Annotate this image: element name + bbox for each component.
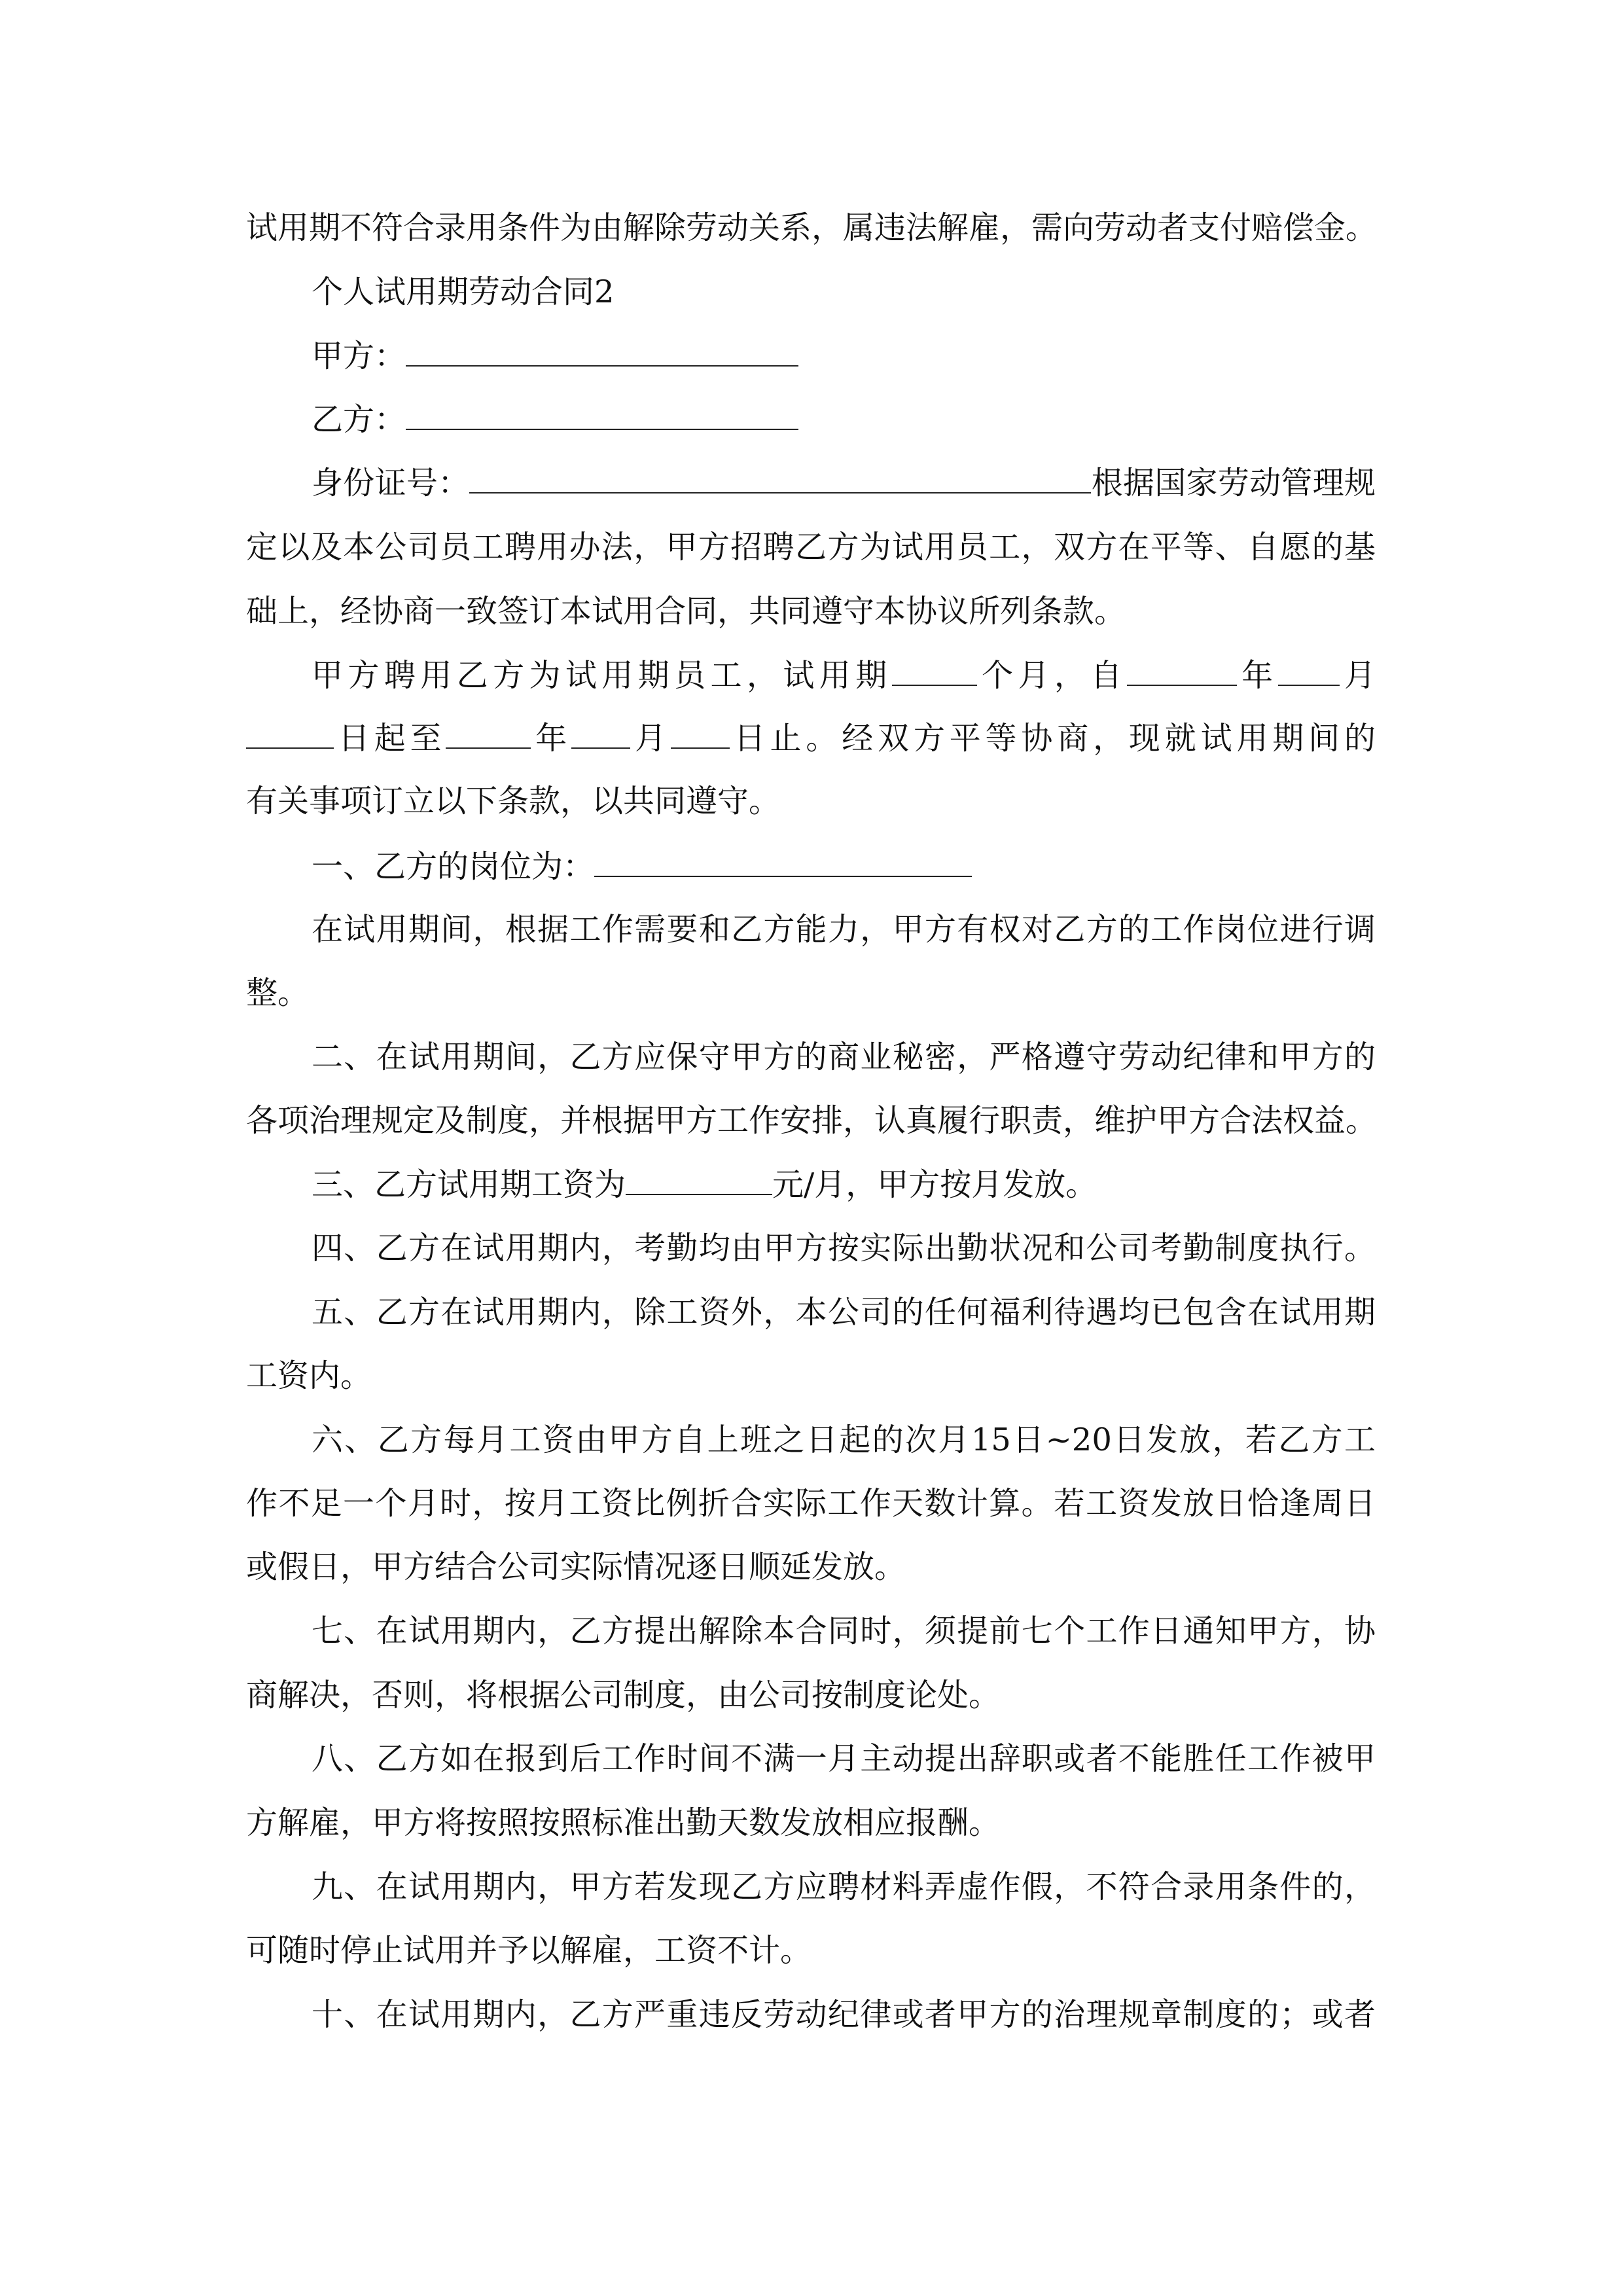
party-a-blank[interactable] [406,336,798,367]
text-line [312,1293,1376,1332]
end-day-blank[interactable] [671,719,730,749]
period-line [312,656,1376,695]
position-line [312,847,1376,886]
text-line [246,1356,1376,1395]
end-year-blank[interactable] [446,719,531,749]
position-label: 一、乙方的岗位为： [312,848,595,885]
text: 作不足一个月时，按月工资比例折合实际工作天数计算。若工资发放日恰逢周日 [246,1485,1376,1522]
text-line [312,1739,1376,1778]
text: 各项治理规定及制度，并根据甲方工作安排，认真履行职责，维护甲方合法权益。 [246,1102,1378,1139]
text: 四、乙方在试用期内，考勤均由甲方按实际出勤状况和公司考勤制度执行。 [312,1230,1376,1266]
text: 八、乙方如在报到后工作时间不满一月主动提出辞职或者不能胜任工作被甲 [312,1740,1376,1777]
text: 月 [1339,657,1376,694]
period-line-2 [246,719,1376,758]
text: 月 [630,720,671,757]
text-line [246,1931,1376,1970]
text: 在试用期间，根据工作需要和乙方能力，甲方有权对乙方的工作岗位进行调 [312,911,1376,948]
text: 日起至 [334,720,446,757]
text: 方解雇，甲方将按照按照标准出勤天数发放相应报酬。 [246,1804,1001,1841]
salary-blank[interactable] [626,1165,772,1195]
text: 商解决，否则，将根据公司制度，由公司按制度论处。 [246,1677,1001,1713]
text: 个月，自 [976,657,1127,694]
text-line [246,208,1376,247]
party-a-label: 甲方： [312,338,406,374]
text: 六、乙方每月工资由甲方自上班之日起的次月15日~20日发放，若乙方工 [312,1422,1376,1458]
text-line [312,910,1376,949]
text-line [246,781,1376,821]
text: 或假日，甲方结合公司实际情况逐日顺延发放。 [246,1549,906,1585]
id-number-label: 身份证号： [312,465,470,501]
text: 十、在试用期内，乙方严重违反劳动纪律或者甲方的治理规章制度的；或者 [312,1996,1376,2033]
text-line [246,528,1376,567]
text: 有关事项订立以下条款，以共同遵守。 [246,783,781,819]
text: 础上，经协商一致签订本试用合同，共同遵守本协议所列条款。 [246,593,1126,630]
salary-line [312,1165,1376,1204]
text-line [312,1420,1376,1460]
start-day-blank[interactable] [246,719,334,749]
months-blank[interactable] [892,656,977,686]
text: 五、乙方在试用期内，除工资外，本公司的任何福利待遇均已包含在试用期 [312,1294,1376,1331]
text-line [246,1547,1376,1587]
text: 二、在试用期间，乙方应保守甲方的商业秘密，严格遵守劳动纪律和甲方的 [312,1039,1376,1075]
start-month-blank[interactable] [1278,656,1340,686]
text-line [312,1229,1376,1268]
text-line [246,592,1376,631]
text: 年 [1236,657,1278,694]
party-b-line [312,400,1376,439]
text-line [246,1676,1376,1715]
text: 三、乙方试用期工资为 [312,1166,626,1203]
position-blank[interactable] [594,847,972,877]
text-line [312,1867,1376,1907]
text-line [246,1484,1376,1523]
text: 试用期不符合录用条件为由解除劳动关系，属违法解雇，需向劳动者支付赔偿金。 [246,209,1378,246]
text-line [246,973,1376,1013]
text: 七、在试用期内，乙方提出解除本合同时，须提前七个工作日通知甲方，协 [312,1613,1376,1649]
text-line [312,1995,1376,2034]
text: 九、在试用期内，甲方若发现乙方应聘材料弄虚作假，不符合录用条件的， [312,1869,1376,1905]
text-line [246,1803,1376,1842]
text: 甲方聘用乙方为试用期员工，试用期 [312,657,892,694]
text: 整。 [246,975,310,1011]
start-year-blank[interactable] [1127,656,1237,686]
text-line [246,1101,1376,1140]
text-line [312,1037,1376,1077]
text: 个人试用期劳动合同2 [312,274,615,310]
text: 工资内。 [246,1357,372,1394]
id-number-line [312,463,1376,503]
text: 元/月，甲方按月发放。 [772,1166,1097,1203]
text: 根据国家劳动管理规 [1091,465,1376,501]
party-b-label: 乙方： [312,401,406,438]
text: 定以及本公司员工聘用办法，甲方招聘乙方为试用员工，双方在平等、自愿的基 [246,529,1376,565]
party-a-line [312,336,1376,376]
text: 日止。经双方平等协商，现就试用期间的 [729,720,1376,757]
contract-title [312,272,1376,312]
party-b-blank[interactable] [406,400,798,430]
id-number-blank[interactable] [469,463,1091,493]
text: 年 [531,720,572,757]
text: 可随时停止试用并予以解雇，工资不计。 [246,1932,812,1969]
end-month-blank[interactable] [571,719,630,749]
text-line [312,1611,1376,1651]
